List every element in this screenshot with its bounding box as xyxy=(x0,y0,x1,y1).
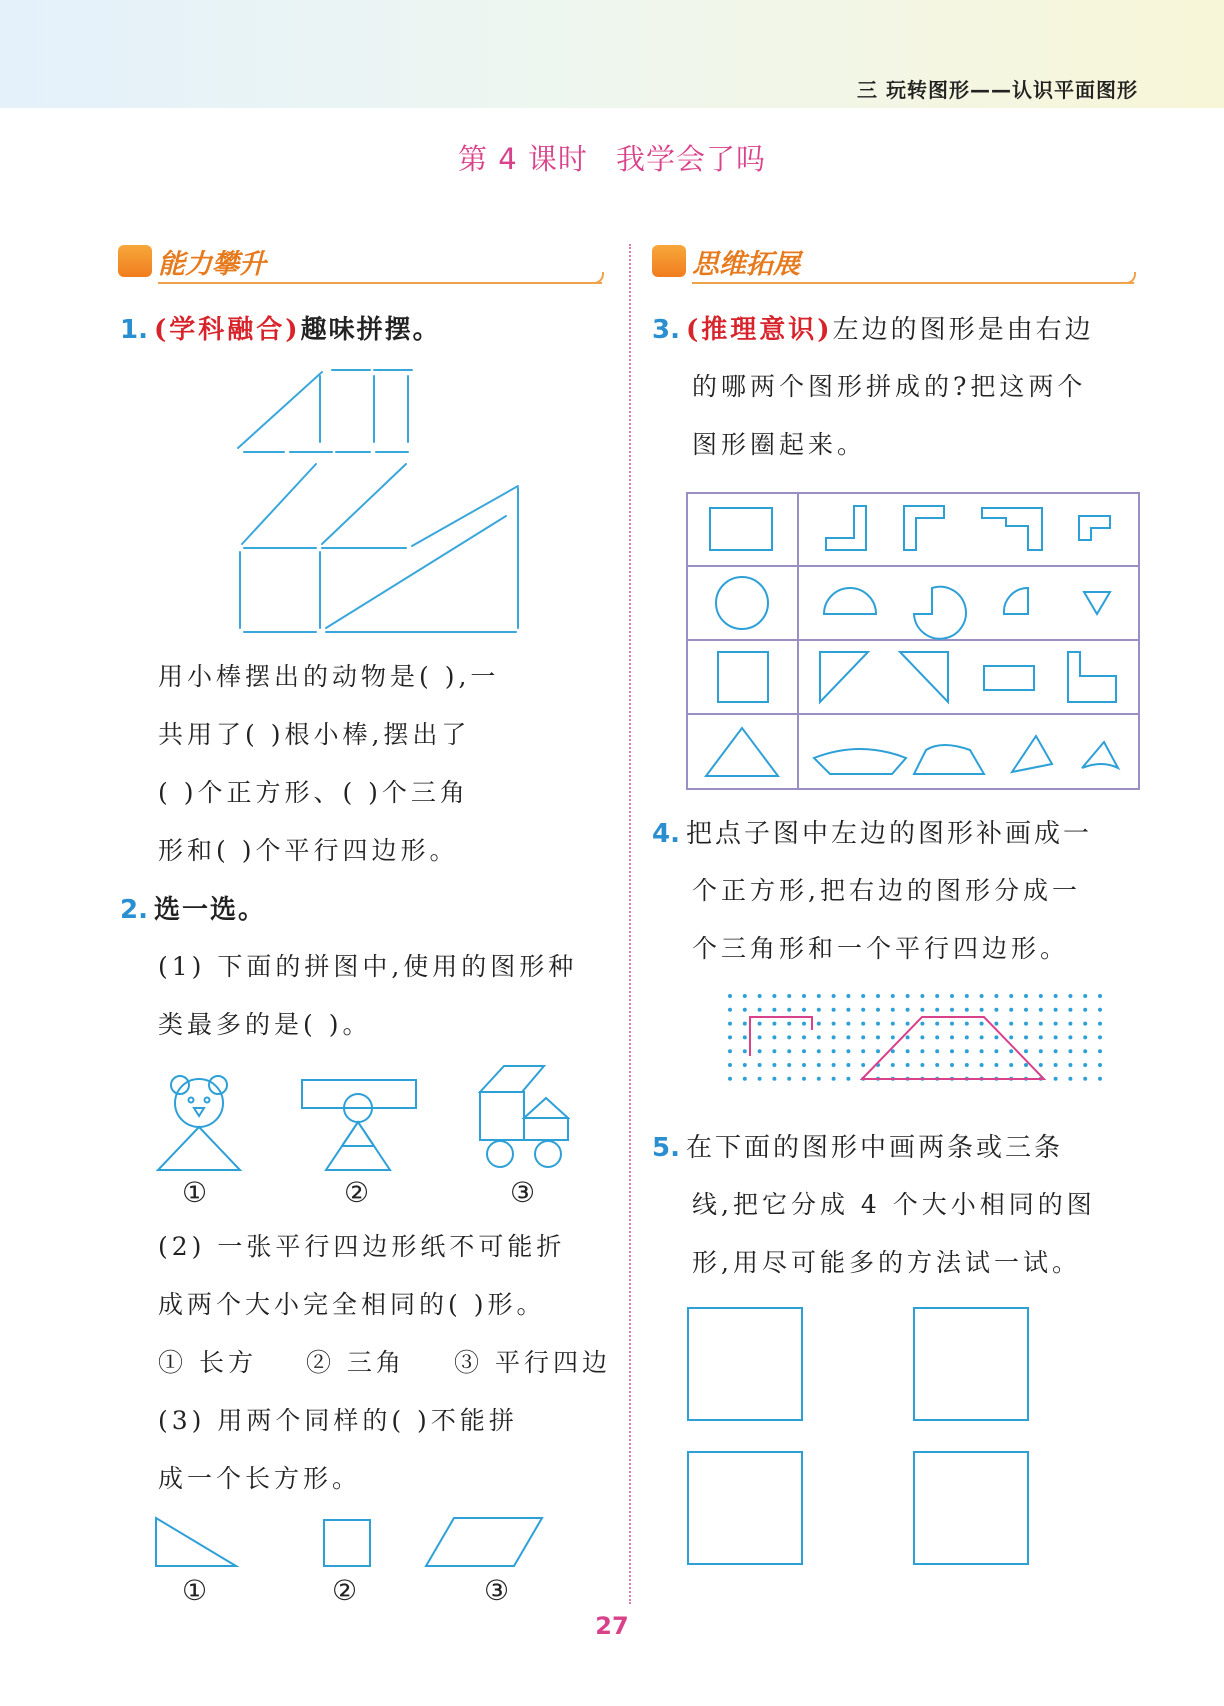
grid-dot xyxy=(846,1063,850,1067)
drawing-square xyxy=(914,1452,1028,1564)
option-label: ② xyxy=(344,1176,370,1209)
grid-dot xyxy=(787,1049,791,1053)
grid-dot xyxy=(846,1035,850,1039)
option-triangle: ② 三角 xyxy=(306,1348,405,1377)
grid-dot xyxy=(743,994,747,998)
grid-dot xyxy=(950,1063,954,1067)
grid-dot xyxy=(743,1008,747,1012)
grid-dot xyxy=(950,1008,954,1012)
grid-dot xyxy=(965,994,969,998)
grid-dot xyxy=(832,1035,836,1039)
grid-dot xyxy=(1054,1008,1058,1012)
pencil-icon xyxy=(652,245,686,277)
grid-dot xyxy=(1098,994,1102,998)
grid-dot xyxy=(906,1022,910,1026)
question-title: 选一选。 xyxy=(153,895,266,925)
grid-dot xyxy=(935,1063,939,1067)
grid-dot xyxy=(817,1022,821,1026)
grid-dot xyxy=(950,1049,954,1053)
grid-dot xyxy=(802,994,806,998)
grid-dot xyxy=(994,994,998,998)
grid-dot xyxy=(935,1049,939,1053)
question-2-part-3-line-2: 成一个长方形。 xyxy=(158,1464,362,1493)
drawing-square xyxy=(914,1308,1028,1420)
grid-dot xyxy=(817,1049,821,1053)
question-2-part-1-line-1: (1) 下面的拼图中,使用的图形种 xyxy=(158,952,578,981)
grid-dot xyxy=(965,1035,969,1039)
grid-dot xyxy=(728,1022,732,1026)
grid-dot xyxy=(1068,1035,1072,1039)
page-header xyxy=(0,0,1224,108)
grid-dot xyxy=(861,1035,865,1039)
grid-dot xyxy=(891,1022,895,1026)
bear-figure xyxy=(154,1070,244,1170)
question-3-line-2: 的哪两个图形拼成的?把这两个 xyxy=(692,372,1087,401)
grid-dot xyxy=(1068,1063,1072,1067)
grid-dot xyxy=(980,1008,984,1012)
question-number: 4. xyxy=(652,819,680,849)
grid-dot xyxy=(817,1077,821,1081)
page-number: 27 xyxy=(595,1612,629,1640)
grid-dot xyxy=(832,1008,836,1012)
grid-dot xyxy=(743,1035,747,1039)
question-title: 趣味拼摆。 xyxy=(300,315,441,345)
grid-dot xyxy=(846,994,850,998)
grid-dot xyxy=(772,1049,776,1053)
grid-dot xyxy=(772,1063,776,1067)
grid-dot xyxy=(861,1063,865,1067)
grid-dot xyxy=(758,1063,762,1067)
grid-dot xyxy=(802,1035,806,1039)
grid-dot xyxy=(846,1077,850,1081)
grid-dot xyxy=(743,1049,747,1053)
grid-dot xyxy=(994,1008,998,1012)
grid-dot xyxy=(728,1008,732,1012)
grid-dot xyxy=(802,1063,806,1067)
section-title-right: 思维拓展 xyxy=(692,249,800,280)
grid-dot xyxy=(1054,1022,1058,1026)
option-parallelogram: ③ 平行四边 xyxy=(454,1348,611,1377)
grid-dot xyxy=(876,994,880,998)
grid-dot xyxy=(1024,1008,1028,1012)
grid-dot xyxy=(1083,994,1087,998)
grid-dot xyxy=(787,1022,791,1026)
option-label: ① xyxy=(182,1176,208,1209)
grid-dot xyxy=(1054,1077,1058,1081)
question-2-heading xyxy=(120,880,266,940)
grid-dot xyxy=(817,1008,821,1012)
grid-dot xyxy=(1009,1063,1013,1067)
grid-dot xyxy=(1068,1049,1072,1053)
grid-dot xyxy=(1068,1008,1072,1012)
question-2-part-1-line-2: 类最多的是( )。 xyxy=(158,1010,372,1039)
grid-dot xyxy=(728,1077,732,1081)
question-3-heading xyxy=(652,300,1094,360)
question-5-heading xyxy=(652,1118,1063,1178)
grid-dot xyxy=(817,1063,821,1067)
grid-dot xyxy=(920,1035,924,1039)
grid-dot xyxy=(758,1049,762,1053)
grid-dot xyxy=(1098,1035,1102,1039)
question-number: 2. xyxy=(120,895,148,925)
grid-dot xyxy=(728,1035,732,1039)
grid-dot xyxy=(906,1008,910,1012)
grid-dot xyxy=(802,1022,806,1026)
grid-dot xyxy=(1083,1049,1087,1053)
grid-dot xyxy=(980,994,984,998)
grid-dot xyxy=(1009,1035,1013,1039)
question-text: 在下面的图形中画两条或三条 xyxy=(685,1133,1063,1163)
drawing-squares xyxy=(686,1306,1030,1568)
question-number: 3. xyxy=(652,315,680,345)
grid-dot xyxy=(743,1063,747,1067)
grid-dot xyxy=(935,1008,939,1012)
stick-animal-figure xyxy=(236,366,536,638)
grid-dot xyxy=(861,1008,865,1012)
grid-dot xyxy=(1054,1063,1058,1067)
grid-dot xyxy=(965,1063,969,1067)
question-2-part-2-line-2: 成两个大小完全相同的( )形。 xyxy=(158,1290,546,1319)
question-tag: (推理意识) xyxy=(685,315,833,345)
grid-dot xyxy=(1083,1063,1087,1067)
grid-dot xyxy=(787,1008,791,1012)
grid-dot xyxy=(728,1063,732,1067)
grid-dot xyxy=(1039,1035,1043,1039)
grid-dot xyxy=(920,994,924,998)
grid-dot xyxy=(920,1022,924,1026)
column-divider xyxy=(629,244,631,1604)
grid-dot xyxy=(876,1035,880,1039)
grid-dot xyxy=(1024,1049,1028,1053)
grid-dot xyxy=(861,1049,865,1053)
drawing-square xyxy=(688,1308,802,1420)
grid-dot xyxy=(817,1035,821,1039)
grid-dot xyxy=(1068,1077,1072,1081)
grid-dot xyxy=(1039,994,1043,998)
question-number: 5. xyxy=(652,1133,680,1163)
question-2-part-2-line-1: (2) 一张平行四边形纸不可能折 xyxy=(158,1232,566,1261)
grid-dot xyxy=(1009,1022,1013,1026)
section-header-right xyxy=(652,240,1134,286)
grid-dot xyxy=(1083,1077,1087,1081)
question-3-line-3: 图形圈起来。 xyxy=(692,430,867,459)
grid-dot xyxy=(935,1035,939,1039)
grid-dot xyxy=(1009,1049,1013,1053)
question-4-line-2: 个正方形,把右边的图形分成一 xyxy=(692,876,1081,905)
grid-dot xyxy=(758,1022,762,1026)
grid-dot xyxy=(980,1049,984,1053)
grid-dot xyxy=(980,1063,984,1067)
grid-dot xyxy=(994,1022,998,1026)
grid-dot xyxy=(906,1049,910,1053)
grid-dot xyxy=(832,994,836,998)
grid-dot xyxy=(906,994,910,998)
question-tag: (学科融合) xyxy=(153,315,301,345)
grid-dot xyxy=(787,1063,791,1067)
grid-dot xyxy=(950,994,954,998)
drawing-square xyxy=(688,1452,802,1564)
grid-dot xyxy=(1068,1022,1072,1026)
grid-dot xyxy=(832,1063,836,1067)
grid-dot xyxy=(832,1049,836,1053)
lesson-title xyxy=(0,137,1224,178)
grid-dot xyxy=(950,1035,954,1039)
grid-dot xyxy=(1098,1049,1102,1053)
grid-dot xyxy=(1054,1035,1058,1039)
grid-dot xyxy=(787,994,791,998)
grid-dot xyxy=(772,994,776,998)
grid-dot xyxy=(832,1022,836,1026)
grid-dot xyxy=(1009,994,1013,998)
dot-grid-figure xyxy=(726,992,1106,1084)
grid-dot xyxy=(758,1008,762,1012)
question-1-line-1: 用小棒摆出的动物是( ),一 xyxy=(158,662,500,691)
grid-dot xyxy=(876,1008,880,1012)
grid-dot xyxy=(935,1022,939,1026)
grid-dot xyxy=(772,1022,776,1026)
grid-dot xyxy=(743,1077,747,1081)
grid-dot xyxy=(1098,1077,1102,1081)
grid-dot xyxy=(950,1022,954,1026)
section-title-left: 能力攀升 xyxy=(158,249,266,280)
grid-dot xyxy=(1039,1049,1043,1053)
grid-dot xyxy=(1009,1008,1013,1012)
grid-dot xyxy=(1024,1063,1028,1067)
question-1-line-4: 形和( )个平行四边形。 xyxy=(158,836,459,865)
grid-dot xyxy=(772,1008,776,1012)
grid-dot xyxy=(787,1035,791,1039)
grid-dot xyxy=(994,1049,998,1053)
section-rule xyxy=(692,282,1134,284)
option-label: ③ xyxy=(510,1176,536,1209)
grid-dot xyxy=(935,994,939,998)
grid-dot xyxy=(758,1035,762,1039)
grid-dot xyxy=(965,1022,969,1026)
question-text: 左边的图形是由右边 xyxy=(832,315,1094,345)
question-1-heading xyxy=(120,300,441,360)
grid-dot xyxy=(1024,1035,1028,1039)
grid-dot xyxy=(861,1022,865,1026)
question-4-line-3: 个三角形和一个平行四边形。 xyxy=(692,934,1070,963)
chapter-title: 三 玩转图形——认识平面图形 xyxy=(857,78,1138,102)
grid-dot xyxy=(891,1035,895,1039)
grid-dot xyxy=(861,994,865,998)
option-label: ③ xyxy=(484,1574,510,1607)
person-figure xyxy=(300,1078,420,1172)
question-1-line-3: ( )个正方形、( )个三角 xyxy=(158,778,469,807)
grid-dot xyxy=(832,1077,836,1081)
grid-dot xyxy=(876,1022,880,1026)
grid-dot xyxy=(817,994,821,998)
question-1-line-2: 共用了( )根小棒,摆出了 xyxy=(158,720,471,749)
grid-dot xyxy=(728,994,732,998)
grid-dot xyxy=(1054,1049,1058,1053)
grid-dot xyxy=(846,1022,850,1026)
grid-dot xyxy=(1039,1063,1043,1067)
grid-dot xyxy=(1039,1022,1043,1026)
climb-icon xyxy=(118,245,152,277)
grid-dot xyxy=(1054,994,1058,998)
grid-dot xyxy=(920,1008,924,1012)
grid-dot xyxy=(891,1063,895,1067)
grid-dot xyxy=(1083,1022,1087,1026)
grid-dot xyxy=(743,1022,747,1026)
grid-dot xyxy=(891,1008,895,1012)
grid-dot xyxy=(728,1049,732,1053)
grid-dot xyxy=(1068,994,1072,998)
question-5-line-2: 线,把它分成 4 个大小相同的图 xyxy=(692,1190,1096,1219)
truck-figure xyxy=(478,1064,578,1172)
section-header-left xyxy=(118,240,602,286)
option-rectangle: ① 长方 xyxy=(158,1348,257,1377)
question-number: 1. xyxy=(120,315,148,345)
question-text: 把点子图中左边的图形补画成一 xyxy=(685,819,1092,849)
grid-dot xyxy=(876,1049,880,1053)
grid-dot xyxy=(772,1035,776,1039)
grid-dot xyxy=(906,1063,910,1067)
grid-dot xyxy=(1083,1008,1087,1012)
grid-dot xyxy=(772,1077,776,1081)
grid-dot xyxy=(802,1008,806,1012)
grid-dot xyxy=(1039,1008,1043,1012)
grid-dot xyxy=(846,1008,850,1012)
grid-dot xyxy=(965,1008,969,1012)
grid-dot xyxy=(980,1035,984,1039)
grid-dot xyxy=(1098,1022,1102,1026)
shape-options-figure xyxy=(154,1516,546,1568)
grid-dot xyxy=(787,1077,791,1081)
section-rule xyxy=(158,282,602,284)
grid-dot xyxy=(1098,1063,1102,1067)
option-label: ② xyxy=(332,1574,358,1607)
grid-dot xyxy=(1024,994,1028,998)
grid-dot xyxy=(906,1035,910,1039)
grid-dot xyxy=(920,1049,924,1053)
grid-dot xyxy=(994,1035,998,1039)
option-label: ① xyxy=(182,1574,208,1607)
grid-dot xyxy=(802,1077,806,1081)
shape-matching-table xyxy=(686,492,1140,790)
question-4-heading xyxy=(652,804,1092,864)
grid-dot xyxy=(980,1022,984,1026)
grid-dot xyxy=(965,1049,969,1053)
question-2-part-3-line-1: (3) 用两个同样的( )不能拼 xyxy=(158,1406,518,1435)
grid-dot xyxy=(1083,1035,1087,1039)
grid-dot xyxy=(1024,1022,1028,1026)
grid-dot xyxy=(994,1063,998,1067)
grid-dot xyxy=(758,994,762,998)
grid-dot xyxy=(758,1077,762,1081)
grid-dot xyxy=(1098,1008,1102,1012)
grid-dot xyxy=(802,1049,806,1053)
lesson-name: 我学会了吗 xyxy=(615,142,766,176)
grid-dot xyxy=(920,1063,924,1067)
question-5-line-3: 形,用尽可能多的方法试一试。 xyxy=(692,1248,1081,1277)
grid-dot xyxy=(891,994,895,998)
grid-dot xyxy=(846,1049,850,1053)
lesson-number: 第 4 课时 xyxy=(458,142,588,176)
